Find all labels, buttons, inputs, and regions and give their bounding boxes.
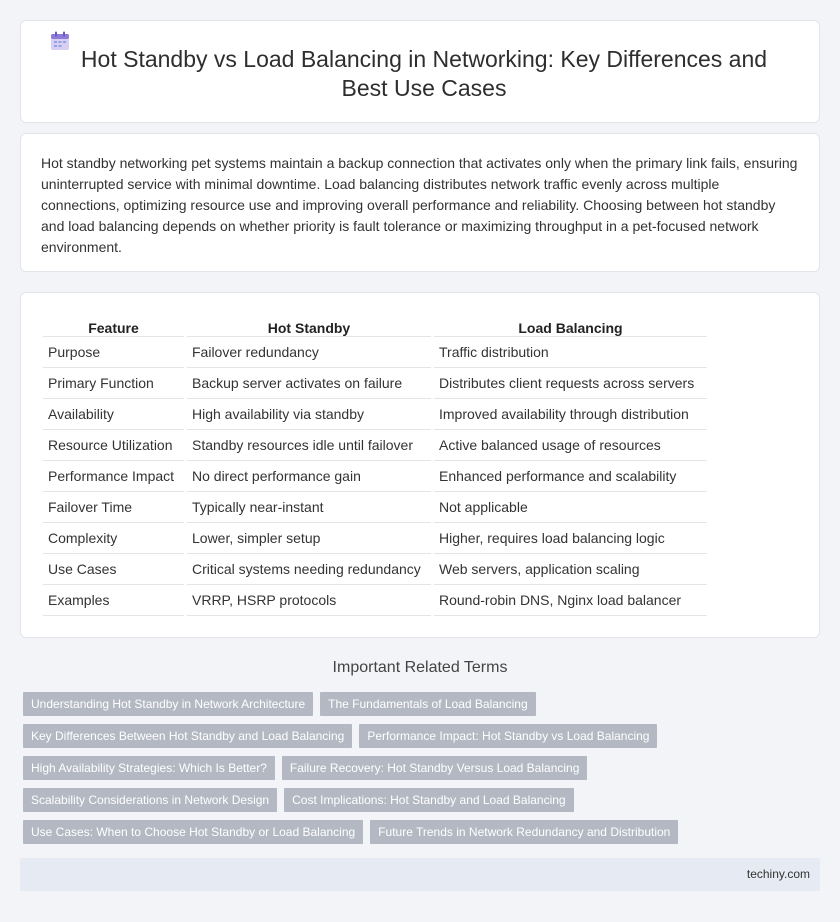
cell-feature: Complexity bbox=[43, 523, 184, 554]
cell-feature: Performance Impact bbox=[43, 461, 184, 492]
cell-feature: Failover Time bbox=[43, 492, 184, 523]
footer-brand: techiny.com bbox=[746, 867, 810, 881]
column-header-feature: Feature bbox=[43, 315, 184, 337]
table-row bbox=[43, 554, 707, 585]
cell-hot-standby: Typically near-instant bbox=[187, 492, 431, 523]
intro-card bbox=[20, 133, 820, 272]
cell-load-balancing: Round-robin DNS, Nginx load balancer bbox=[434, 585, 707, 616]
related-term-link[interactable]: The Fundamentals of Load Balancing bbox=[320, 692, 535, 716]
cell-load-balancing: Enhanced performance and scalability bbox=[434, 461, 707, 492]
related-terms-row bbox=[23, 788, 823, 812]
table-header-row bbox=[43, 315, 707, 337]
cell-load-balancing: Not applicable bbox=[434, 492, 707, 523]
table-row bbox=[43, 399, 707, 430]
cell-hot-standby: Lower, simpler setup bbox=[187, 523, 431, 554]
related-term-link[interactable]: Key Differences Between Hot Standby and Load Balancing bbox=[23, 724, 352, 748]
cell-hot-standby: VRRP, HSRP protocols bbox=[187, 585, 431, 616]
cell-hot-standby: Failover redundancy bbox=[187, 337, 431, 368]
comparison-card bbox=[20, 292, 820, 638]
related-term-link[interactable]: Future Trends in Network Redundancy and Distribution bbox=[370, 820, 678, 844]
cell-load-balancing: Distributes client requests across servers bbox=[434, 368, 707, 399]
comparison-table bbox=[43, 315, 707, 616]
table-row bbox=[43, 461, 707, 492]
column-header-hot-standby: Hot Standby bbox=[187, 315, 431, 337]
related-term-link[interactable]: Scalability Considerations in Network Design bbox=[23, 788, 277, 812]
cell-feature: Primary Function bbox=[43, 368, 184, 399]
cell-hot-standby: Standby resources idle until failover bbox=[187, 430, 431, 461]
table-row bbox=[43, 585, 707, 616]
related-terms-row bbox=[23, 756, 823, 780]
table-row bbox=[43, 368, 707, 399]
related-terms-list bbox=[23, 692, 823, 852]
cell-feature: Examples bbox=[43, 585, 184, 616]
cell-hot-standby: Critical systems needing redundancy bbox=[187, 554, 431, 585]
table-row bbox=[43, 523, 707, 554]
table-row bbox=[43, 492, 707, 523]
column-header-load-balancing: Load Balancing bbox=[434, 315, 707, 337]
related-terms-row bbox=[23, 820, 823, 844]
cell-feature: Resource Utilization bbox=[43, 430, 184, 461]
cell-feature: Use Cases bbox=[43, 554, 184, 585]
related-term-link[interactable]: Understanding Hot Standby in Network Architecture bbox=[23, 692, 313, 716]
cell-load-balancing: Improved availability through distribution bbox=[434, 399, 707, 430]
footer bbox=[20, 858, 820, 891]
table-row bbox=[43, 430, 707, 461]
intro-paragraph: Hot standby networking pet systems maintain a backup connection that activates only when the primary link fails, ensuring uninterrupted service with minimal downtime. Load balancing distributes network traffic evenly across multiple connections, optimizing resource use and improving overall performance and reliability. Choosing between hot standby and load balancing depends on whether priority is fault tolerance or maximizing throughput in a pet-focused network environment. bbox=[41, 155, 798, 255]
cell-hot-standby: Backup server activates on failure bbox=[187, 368, 431, 399]
cell-load-balancing: Active balanced usage of resources bbox=[434, 430, 707, 461]
cell-hot-standby: High availability via standby bbox=[187, 399, 431, 430]
header-card bbox=[20, 20, 820, 123]
related-terms-title: Important Related Terms bbox=[332, 659, 508, 676]
related-term-link[interactable]: Use Cases: When to Choose Hot Standby or Load Balancing bbox=[23, 820, 363, 844]
cell-load-balancing: Web servers, application scaling bbox=[434, 554, 707, 585]
related-term-link[interactable]: Failure Recovery: Hot Standby Versus Load Balancing bbox=[282, 756, 588, 780]
related-term-link[interactable]: High Availability Strategies: Which Is Better? bbox=[23, 756, 275, 780]
table-row bbox=[43, 337, 707, 368]
cell-feature: Availability bbox=[43, 399, 184, 430]
related-terms-row bbox=[23, 724, 823, 748]
cell-hot-standby: No direct performance gain bbox=[187, 461, 431, 492]
related-terms-row bbox=[23, 692, 823, 716]
related-term-link[interactable]: Cost Implications: Hot Standby and Load Balancing bbox=[284, 788, 574, 812]
cell-load-balancing: Higher, requires load balancing logic bbox=[434, 523, 707, 554]
cell-load-balancing: Traffic distribution bbox=[434, 337, 707, 368]
page-title: Hot Standby vs Load Balancing in Networking: Key Differences and Best Use Cases bbox=[80, 46, 768, 101]
related-term-link[interactable]: Performance Impact: Hot Standby vs Load Balancing bbox=[359, 724, 657, 748]
cell-feature: Purpose bbox=[43, 337, 184, 368]
